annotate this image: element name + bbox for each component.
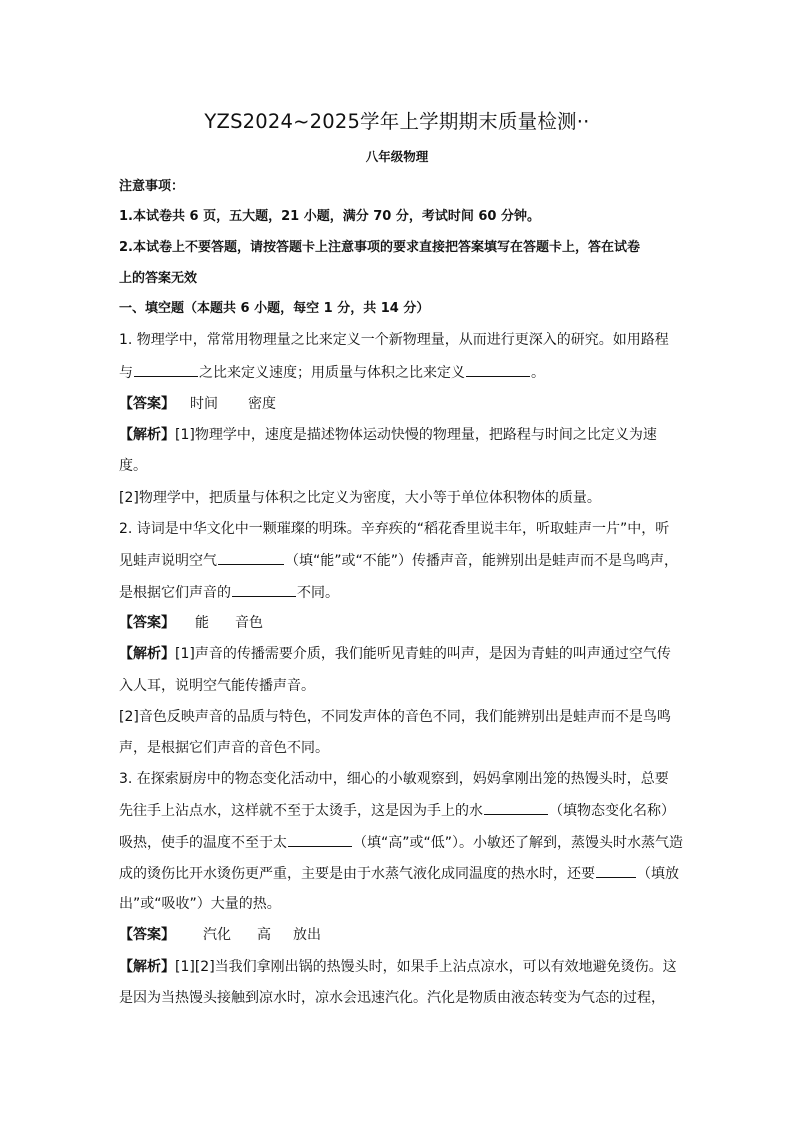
q2-analysis-line-1 xyxy=(119,644,679,664)
answer-tag: 【答案】 xyxy=(119,396,175,412)
q2-line-3 xyxy=(119,582,679,603)
answer-tag: 【答案】 xyxy=(119,615,175,631)
q3-text-a: 先往手上沾点水，这样就不至于太烫手，这是因为手上的水 xyxy=(119,803,483,819)
q3-answer xyxy=(119,925,679,945)
q3-text-e: 成的烫伤比开水烫伤更严重，主要是由于水蒸气液化成同温度的热水时，还要 xyxy=(119,866,595,882)
q3-blank-2 xyxy=(288,832,352,847)
q2-analysis-line-2: 入人耳，说明空气能传播声音。 xyxy=(119,678,315,694)
q2-line-1: 2. 诗词是中华文化中一颗璀璨的明珠。辛弃疾的“稻花香里说丰年，听取蛙声一片”中，听 xyxy=(119,521,670,537)
q3-line-4 xyxy=(119,863,679,884)
analysis-tag: 【解析】 xyxy=(119,959,175,975)
q2-answer xyxy=(119,613,679,633)
q3-analysis-line-1 xyxy=(119,957,679,977)
q1-line-2 xyxy=(119,362,679,383)
notice-heading: 注意事项： xyxy=(119,179,185,194)
q2-text-b: （填“能”或“不能”）传播声音，能辨别出是蛙声而不是鸟鸣声， xyxy=(285,553,679,569)
q3-blank-1 xyxy=(484,800,548,815)
q1-analysis-line-3: [2]物理学中，把质量与体积之比定义为密度，大小等于单位体积物体的质量。 xyxy=(119,490,601,506)
page-subtitle: 八年级物理 xyxy=(365,149,429,164)
q3-text-f: （填放 xyxy=(637,866,679,882)
analysis-tag: 【解析】 xyxy=(119,646,175,662)
q3-text-b: （填物态变化名称） xyxy=(549,803,675,819)
answer-value: 密度 xyxy=(248,396,276,412)
q2-blank-2 xyxy=(232,582,296,597)
q2-blank-1 xyxy=(218,550,284,565)
analysis-text: [1]物理学中，速度是描述物体运动快慢的物理量，把路程与时间之比定义为速 xyxy=(175,427,657,443)
section-heading: 一、填空题（本题共 6 小题，每空 1 分，共 14 分） xyxy=(119,301,430,316)
notice-item-1: 1.本试卷共 6 页，五大题，21 小题，满分 70 分，考试时间 60 分钟。 xyxy=(119,209,540,224)
q2-line-2 xyxy=(119,550,679,571)
q3-line-3 xyxy=(119,832,684,853)
answer-value: 音色 xyxy=(235,615,263,631)
notice-item-2-line-1: 2.本试卷上不要答题，请按答题卡上注意事项的要求直接把答案填写在答题卡上，答在试卷 xyxy=(119,240,640,255)
answer-value: 能 xyxy=(195,615,209,631)
q1-analysis-line-1 xyxy=(119,425,679,445)
q1-blank-1 xyxy=(134,362,198,377)
q2-text-c: 是根据它们声音的 xyxy=(119,585,231,601)
q3-line-2 xyxy=(119,800,679,821)
q3-analysis-line-2: 是因为当热馒头接触到凉水时，凉水会迅速汽化。汽化是物质由液态转变为气态的过程， xyxy=(119,990,665,1006)
answer-value: 放出 xyxy=(293,927,321,943)
q1-text-c: 。 xyxy=(531,365,545,381)
q1-line-1: 1. 物理学中，常常用物理量之比来定义一个新物理量，从而进行更深入的研究。如用路程 xyxy=(119,332,669,348)
q1-answer xyxy=(119,394,679,414)
analysis-tag: 【解析】 xyxy=(119,427,175,443)
answer-value: 汽化 xyxy=(203,927,231,943)
page-title: YZS2024~2025学年上学期期末质量检测·· xyxy=(204,110,590,133)
answer-tag: 【答案】 xyxy=(119,927,175,943)
answer-value: 时间 xyxy=(190,396,218,412)
q1-text-a: 与 xyxy=(119,365,133,381)
analysis-text: [1][2]当我们拿刚出锅的热馒头时，如果手上沾点凉水，可以有效地避免烫伤。这 xyxy=(175,959,677,975)
q2-analysis-line-4: 声，是根据它们声音的音色不同。 xyxy=(119,740,329,756)
answer-value: 高 xyxy=(257,927,271,943)
analysis-text: [1]声音的传播需要介质，我们能听见青蛙的叫声，是因为青蛙的叫声通过空气传 xyxy=(175,646,671,662)
q1-analysis-line-2: 度。 xyxy=(119,458,147,474)
q3-blank-3 xyxy=(596,863,636,878)
q1-blank-2 xyxy=(466,362,530,377)
q3-text-d: （填“高”或“低”）。小敏还了解到，蒸馒头时水蒸气造 xyxy=(353,835,684,851)
q2-text-d: 不同。 xyxy=(297,585,339,601)
q3-line-1: 3. 在探索厨房中的物态变化活动中，细心的小敏观察到，妈妈拿刚出笼的热馒头时，总要 xyxy=(119,771,669,787)
q2-analysis-line-3: [2]音色反映声音的品质与特色，不同发声体的音色不同，我们能辨别出是蛙声而不是鸟鸣 xyxy=(119,709,671,725)
q3-text-c: 吸热，使手的温度不至于太 xyxy=(119,835,287,851)
notice-item-2-line-2: 上的答案无效 xyxy=(119,271,198,286)
q1-text-b: 之比来定义速度；用质量与体积之比来定义 xyxy=(199,365,465,381)
q2-text-a: 见蛙声说明空气 xyxy=(119,553,217,569)
q3-line-5: 出”或“吸收”）大量的热。 xyxy=(119,896,281,912)
